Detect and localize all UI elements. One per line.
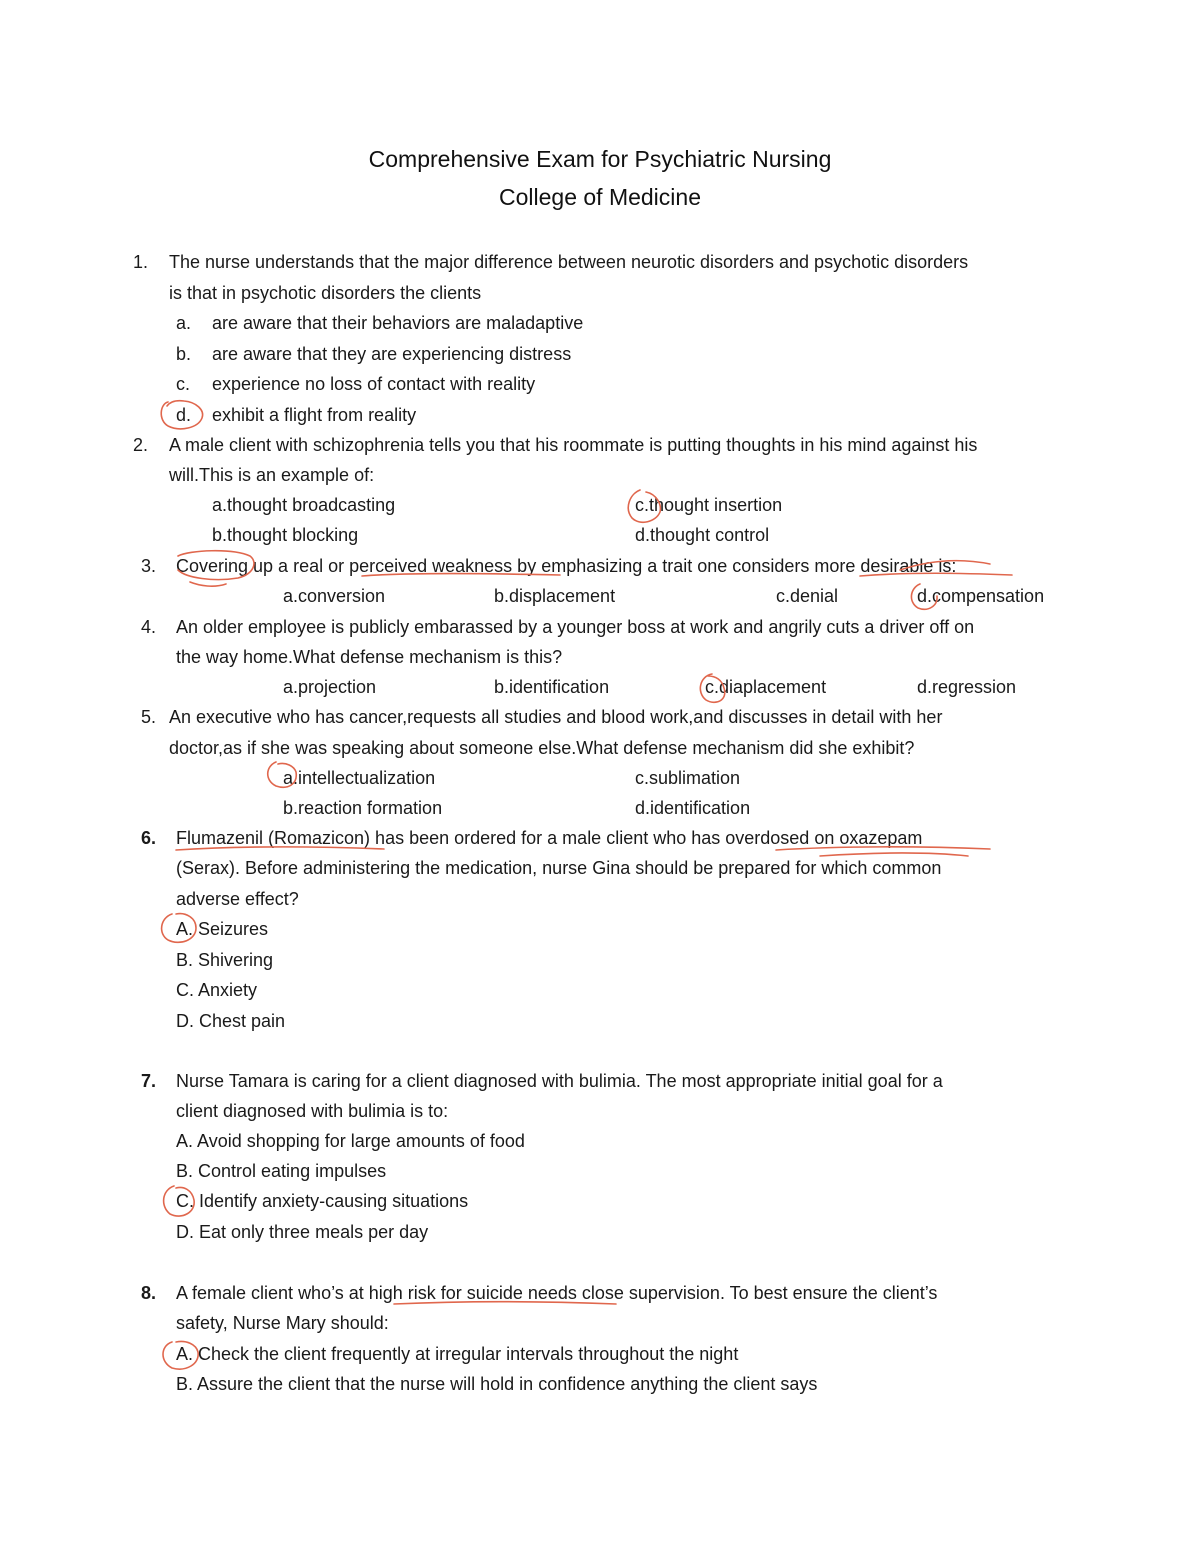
question-text-line: An executive who has cancer,requests all studies and blood work,and discusses in detail with her [169,707,943,727]
question-number: 2. [133,435,149,455]
option: C. Anxiety [176,980,258,1000]
option-letter: c. [176,374,191,394]
question-number: 7. [141,1071,157,1091]
question-text-line: is that in psychotic disorders the clients [169,283,482,303]
option: D. Eat only three meals per day [176,1222,429,1242]
option-letter: b. [176,344,192,364]
question-text-line: The nurse understands that the major difference between neurotic disorders and psychotic disorders [169,252,969,272]
question-text-line: Nurse Tamara is caring for a client diagnosed with bulimia. The most appropriate initial goal for a [176,1071,943,1091]
option: b.identification [494,677,610,697]
question-text-line: client diagnosed with bulimia is to: [176,1101,449,1121]
option: d.compensation [917,586,1045,606]
question-text-line: the way home.What defense mechanism is this? [176,647,563,667]
question-text-line: A male client with schizophrenia tells you that his roommate is putting thoughts in his mind against his [169,435,978,455]
option: d.thought control [635,525,770,545]
page-subtitle: College of Medicine [498,184,701,210]
question-text-line: Covering up a real or perceived weakness by emphasizing a trait one considers more desirable is: [176,556,957,576]
option: c.sublimation [635,768,741,788]
option: a.projection [283,677,377,697]
question-number: 4. [141,617,157,637]
option: c.thought insertion [635,495,783,515]
option: B. Control eating impulses [176,1161,387,1181]
option: c.diaplacement [705,677,827,697]
option: a.intellectualization [283,768,436,788]
question-text-line: (Serax). Before administering the medication, nurse Gina should be prepared for which common [176,858,942,878]
question-text-line: adverse effect? [176,889,299,909]
question-number: 5. [141,707,157,727]
question-number: 1. [133,252,149,272]
option: a.conversion [283,586,386,606]
question-number: 6. [141,828,157,848]
option: c.denial [776,586,839,606]
option: b.thought blocking [212,525,359,545]
option: d.identification [635,798,751,818]
option: a.thought broadcasting [212,495,396,515]
option: b.reaction formation [283,798,443,818]
option: B. Shivering [176,950,274,970]
question-text-line: safety, Nurse Mary should: [176,1313,389,1333]
option-text: are aware that their behaviors are maladaptive [212,313,584,333]
option-text: are aware that they are experiencing distress [212,344,572,364]
option: D. Chest pain [176,1011,286,1031]
question-text-line: doctor,as if she was speaking about someone else.What defense mechanism did she exhibit? [169,738,915,758]
option-text: experience no loss of contact with reality [212,374,536,394]
option: A. Seizures [176,919,269,939]
underline [190,582,226,586]
page-title: Comprehensive Exam for Psychiatric Nursing [368,146,832,172]
question-text-line: Flumazenil (Romazicon) has been ordered for a male client who has overdosed on oxazepam [176,828,923,848]
option: C. Identify anxiety-causing situations [176,1191,469,1211]
option-text: exhibit a flight from reality [212,405,417,425]
option: A. Avoid shopping for large amounts of food [176,1131,525,1151]
question-number: 8. [141,1283,157,1303]
option: b.displacement [494,586,616,606]
question-text-line: will.This is an example of: [169,465,375,485]
option: d.regression [917,677,1017,697]
question-number: 3. [141,556,157,576]
option: B. Assure the client that the nurse will hold in confidence anything the client says [176,1374,818,1394]
option: A. Check the client frequently at irregular intervals throughout the night [176,1344,739,1364]
option-letter: a. [176,313,192,333]
question-text-line: An older employee is publicly embarassed by a younger boss at work and angrily cuts a driver off on [176,617,975,637]
option-letter: d. [176,405,192,425]
question-text-line: A female client who’s at high risk for suicide needs close supervision. To best ensure the client’s [176,1283,938,1303]
